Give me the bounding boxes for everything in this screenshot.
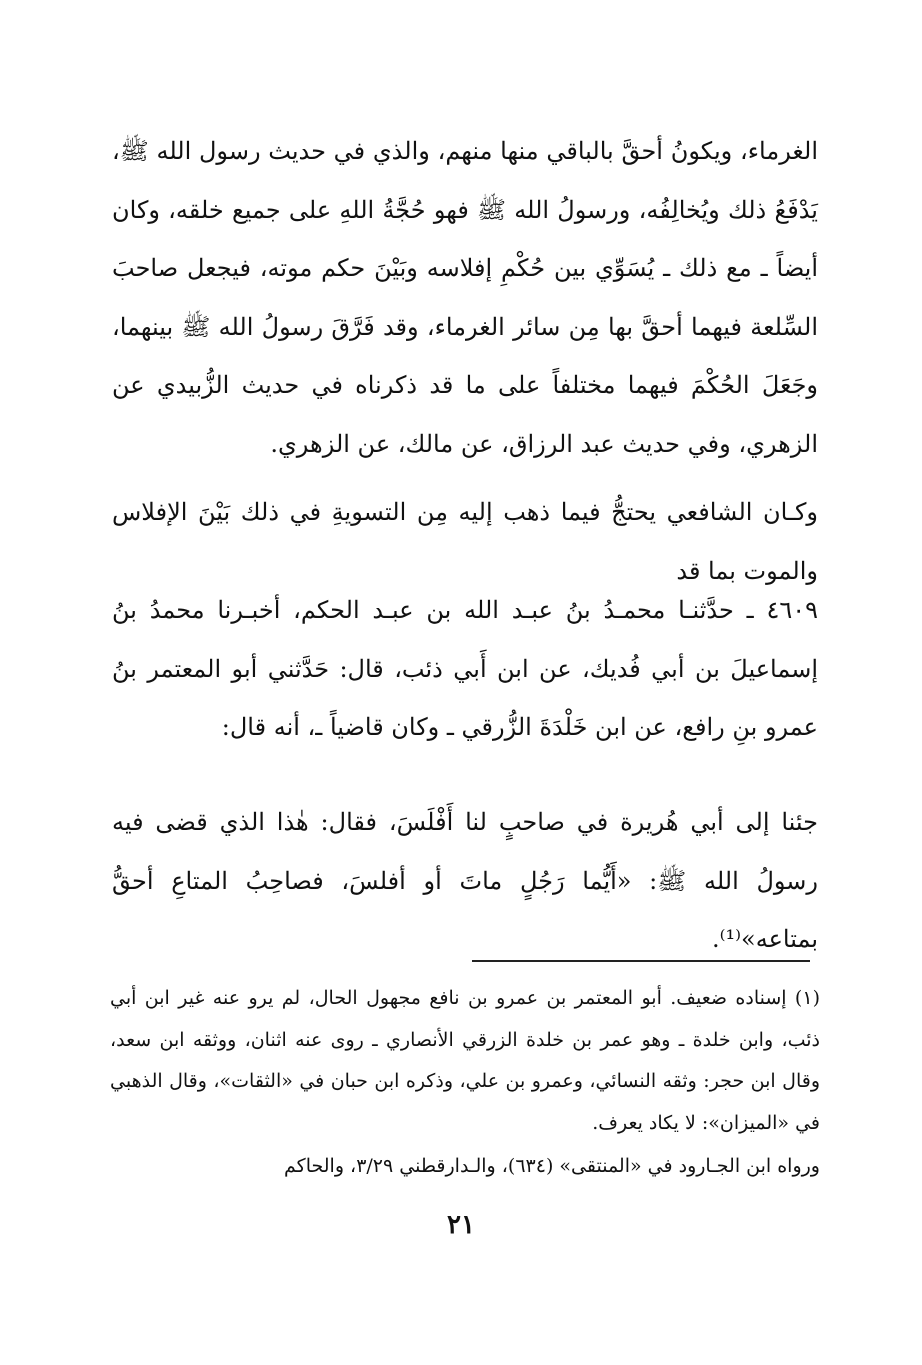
page-number: ٢١ [447,1210,475,1240]
footnote-continuation: ورواه ابن الجـارود في «المنتقى» (٦٣٤)، والـدارقطني ٣/٢٩، والحاكم [284,1155,820,1177]
paragraph-hadith-isnad: ٤٦٠٩ ـ حدَّثنـا محمـدُ بنُ عبـد الله بن عبـد الحكم، أخبـرنا محمدُ بنُ إسماعيلَ بن أبي فُديك، عن ابن أَبي ذئب، قال: حَدَّثني أبو المعتمر بنُ عمرو بنِ رافع، عن ابن خَلْدَةَ الزُّرقي ـ وكان قاضياً ـ، أنه قال: [112,596,818,741]
footnote-divider [472,960,810,962]
main-text [112,0,818,960]
footnotes-section [110,978,820,1188]
paragraph-hadith-matn: جئنا إلى أبي هُريرة في صاحبٍ لنا أَفْلَسَ، فقال: هٰذا الذي قضى فيه رسولُ الله ﷺ: «أَيُّما رَجُلٍ ماتَ أو أفلسَ، فصاحِبُ المتاعِ أحقُّ بمتاعه»⁽¹⁾. [112,808,818,953]
paragraph-shafii: وكـان الشافعي يحتجُّ فيما ذهب إليه مِن التسويةِ في ذلك بَيْنَ الإفلاس والموت بما قد [112,498,818,585]
paragraph-commentary: الغرماء، ويكونُ أحقَّ بالباقي منها منهم، والذي في حديث رسول الله ﷺ، يَدْفَعُ ذلك ويُخالِفُه، ورسولُ الله ﷺ فهو حُجَّةُ اللهِ على جميع خلقه، وكان أيضاً ـ مع ذلك ـ يُسَوِّي بين حُكْمِ إفلاسه وبَيْنَ حكم موته، فيجعل صاحبَ السِّلعة فيهما أحقَّ بها مِن سائر الغرماء، وقد فَرَّقَ رسولُ الله ﷺ بينهما، وجَعَلَ الحُكْمَ فيهما مختلفاً على ما قد ذكرناه في حديث الزُّبيدي عن الزهري، وفي حديث عبد الرزاق، عن مالك، عن الزهري. [112,137,818,458]
footnote-1: (١) إسناده ضعيف. أبو المعتمر بن عمرو بن نافع مجهول الحال، لم يرو عنه غير ابن أبي ذئب، وابن خلدة ـ وهو عمر بن خلدة الزرقي الأنصاري ـ روى عنه اثنان، ووثقه ابن سعد، وقال ابن حجر: وثقه النسائي، وعمرو بن علي، وذكره ابن حبان في «الثقات»، وقال الذهبي في «الميزان»: لا يكاد يعرف. [110,987,820,1134]
